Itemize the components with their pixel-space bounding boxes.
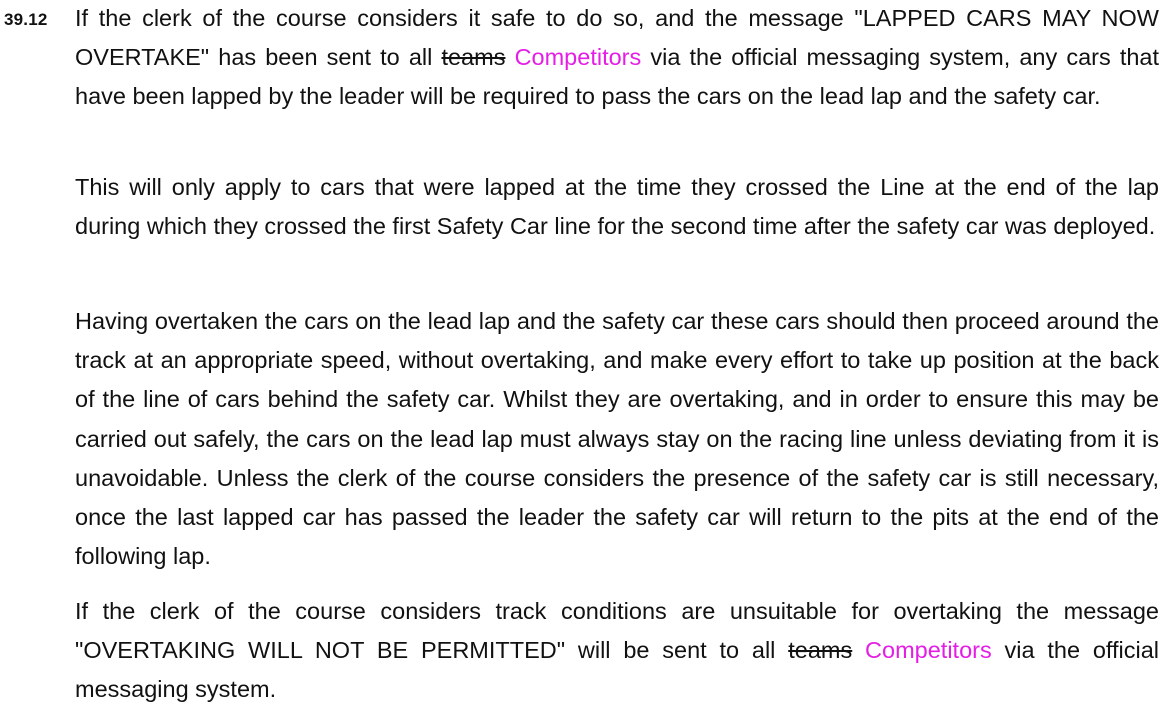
deleted-text: teams	[441, 44, 506, 71]
paragraph-procedure: Having overtaken the cars on the lead lap and the safety car these cars should then proceed around the track at an appropriate speed, without overtaking, and make every effort to take up position at the back of the line of cars behind the safety car. Whilst they are overtaking, and in order to ensure this may be carried out safely, the cars on the lead lap must always stay on the racing line unless deviating from it is unavoidable. Unless the clerk of the course considers the presence of the safety car is still necessary, once the last lapped car has passed the leader the safety car will return to the pits at the end of the following lap.	[75, 308, 1159, 570]
inserted-text: Competitors	[865, 637, 992, 664]
paragraph-overtaking-not-permitted	[75, 592, 1159, 710]
paragraph-applicability: This will only apply to cars that were lapped at the time they crossed the Line at the end of the lap during which they crossed the first Safety Car line for the second time after the safety car was deployed.	[75, 174, 1159, 240]
paragraph-text: If the clerk of the course considers track conditions are unsuitable for overtaking the message "OVERTAKING WILL NOT BE PERMITTED" will be sent to all	[75, 598, 1159, 664]
paragraph-text: If the clerk of the course considers it safe to do so, and the message "LAPPED CARS MAY NOW OVERTAKE" has been sent to all	[75, 5, 1159, 71]
inserted-text: Competitors	[514, 44, 642, 71]
clause-number: 39.12	[4, 10, 48, 29]
paragraph-text: via the official messaging system.	[75, 637, 1160, 703]
deleted-text: teams	[788, 637, 853, 664]
paragraph-text: via the official messaging system, any cars that have been lapped by the leader will be required to pass the cars on the lead lap and the safety car.	[75, 44, 1160, 110]
paragraph-lapped-cars-overtake	[75, 0, 1159, 117]
